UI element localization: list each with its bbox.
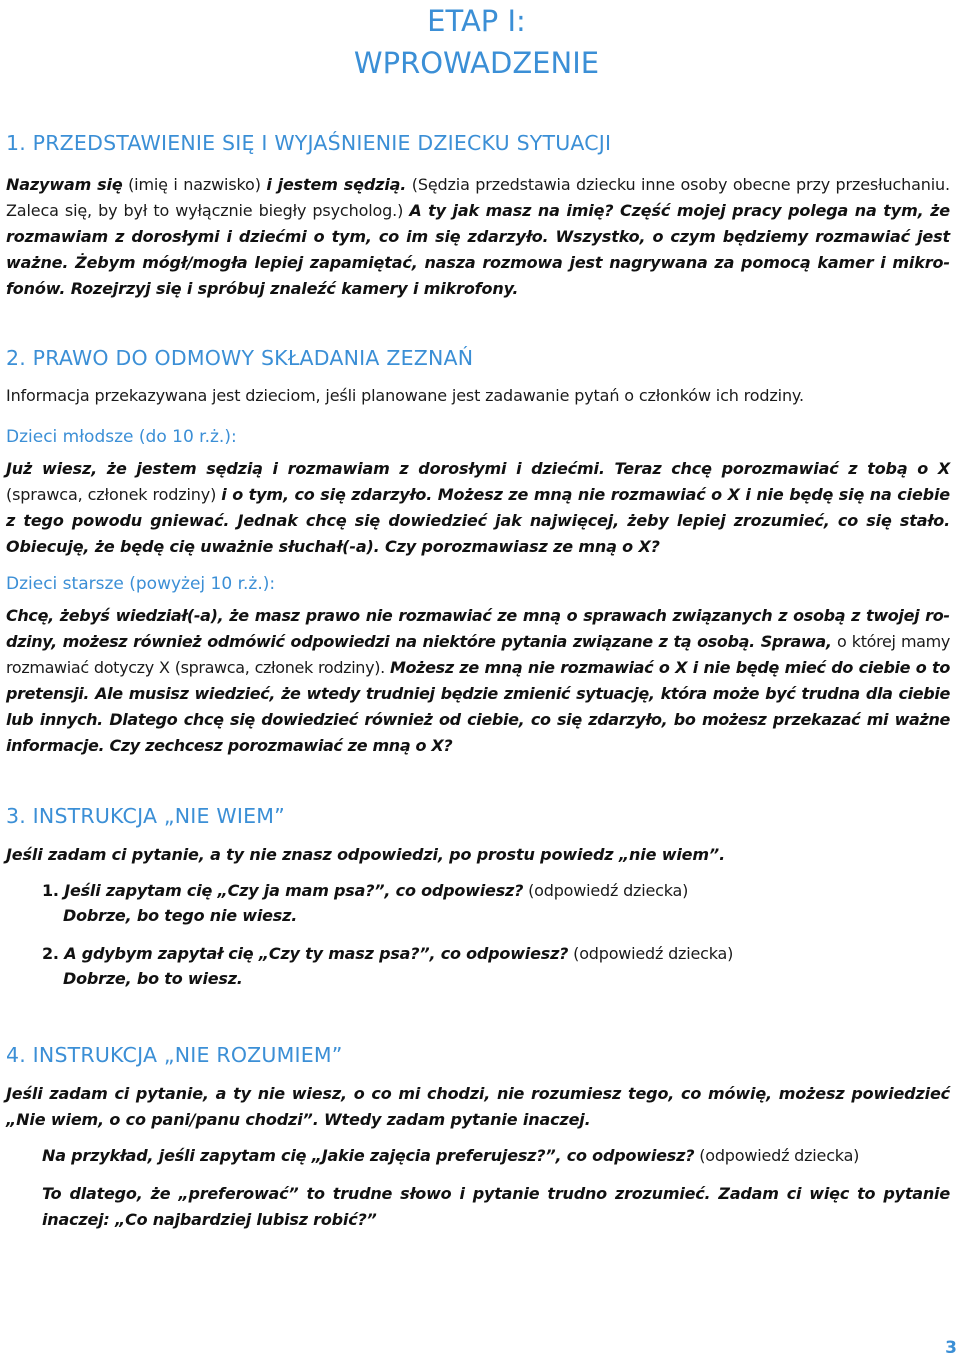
younger-children-text: Już wiesz, że jestem sędzią i rozmawiam z dorosłymi i dziećmi. Teraz chcę porozmawiać z tobą o X (sprawca, członek rodziny) i o tym, co się zdarzyło. Możesz ze mną nie rozmawiać o X i nie będę się na ciebie z tego powodu gniewać. Jednak chcę się dowiedzieć jak najwięcej, żeby lepiej zrozumieć, co się stało. Obiecuję, że będę cię uważnie słuchał(-a). Czy porozmawiasz ze mną o X? <box>6 459 950 556</box>
older-children-label: Dzieci starsze (powyżej 10 r.ż.): <box>6 574 276 594</box>
list-item-1-question: 1. Jeśli zapytam cię „Czy ja mam psa?”, co odpowiesz? (odpowiedź dziecka) <box>42 881 689 900</box>
page-number: 3 <box>945 1338 957 1358</box>
page-title-line1: ETAP I: <box>427 4 526 38</box>
example-question: Na przykład, jeśli zapytam cię „Jakie zajęcia preferujesz?”, co odpowiesz? (odpowiedź dziecka) <box>42 1146 860 1165</box>
section-2-heading: 2. PRAWO DO ODMOWY SKŁADANIA ZEZNAŃ <box>6 346 474 370</box>
page-title-line2: WPROWADZENIE <box>353 46 600 80</box>
list-item-2-answer: Dobrze, bo to wiesz. <box>63 969 243 988</box>
section-1-paragraph: Nazywam się (imię i nazwisko) i jestem sędzią. (Sędzia przedstawia dziecku inne osoby obecne przy przesłuchaniu. Zaleca się, by był to wyłącznie biegły psycholog.) A ty jak masz na imię? Część mojej pracy polega na tym, że rozmawiam z dorosłymi i dziećmi o tym, co im się zdarzyło. Wszystko, o czym będziemy rozmawiać jest ważne. Żebym mógł/mogła lepiej zapamiętać, nasza rozmowa jest nagrywana za pomocą kamer i mikrofonów. Rozejrzyj się i spróbuj znaleźć kamery i mikrofony. <box>6 175 950 298</box>
list-item-2-question: 2. A gdybym zapytał cię „Czy ty masz psa?”, co odpowiesz? (odpowiedź dziecka) <box>42 944 734 963</box>
section-1-heading: 1. PRZEDSTAWIENIE SIĘ I WYJAŚNIENIE DZIECKU SYTUACJI <box>6 131 612 155</box>
section-3-heading: 3. INSTRUKCJA „NIE WIEM” <box>6 804 285 828</box>
example-explanation: To dlatego, że „preferować” to trudne słowo i pytanie trudno zrozumieć. Zadam ci więc to pytanie inaczej: „Co najbardziej lubisz robić?” <box>42 1184 950 1229</box>
section-3-intro: Jeśli zadam ci pytanie, a ty nie znasz odpowiedzi, po prostu powiedz „nie wiem”. <box>6 845 725 864</box>
section-4-heading: 4. INSTRUKCJA „NIE ROZUMIEM” <box>6 1043 343 1067</box>
section-4-intro: Jeśli zadam ci pytanie, a ty nie wiesz, o co mi chodzi, nie rozumiesz tego, co mówię, możesz powiedzieć „Nie wiem, o co pani/panu chodzi”. Wtedy zadam pytanie inaczej. <box>6 1084 950 1129</box>
section-2-intro: Informacja przekazywana jest dzieciom, jeśli planowane jest zadawanie pytań o członków ich rodziny. <box>6 386 804 405</box>
younger-children-label: Dzieci młodsze (do 10 r.ż.): <box>6 427 237 447</box>
older-children-text: Chcę, żebyś wiedział(-a), że masz prawo nie rozmawiać ze mną o sprawach związanych z osobą z twojej rodziny, możesz również odmówić odpowiedzi na niektóre pytania związane z tą osobą. Sprawa, o której mamy rozmawiać dotyczy X (sprawca, członek rodziny). Możesz ze mną nie rozmawiać o X i nie będę mieć do ciebie o to pretensji. Ale musisz wiedzieć, że wtedy trudniej będzie zmienić sytuację, która może być trudna dla ciebie lub innych. Dlatego chcę się dowiedzieć również od ciebie, co się zdarzyło, bo możesz przekazać mi ważne informacje. Czy zechcesz porozmawiać ze mną o X? <box>6 606 950 755</box>
list-item-1-answer: Dobrze, bo tego nie wiesz. <box>63 906 298 925</box>
